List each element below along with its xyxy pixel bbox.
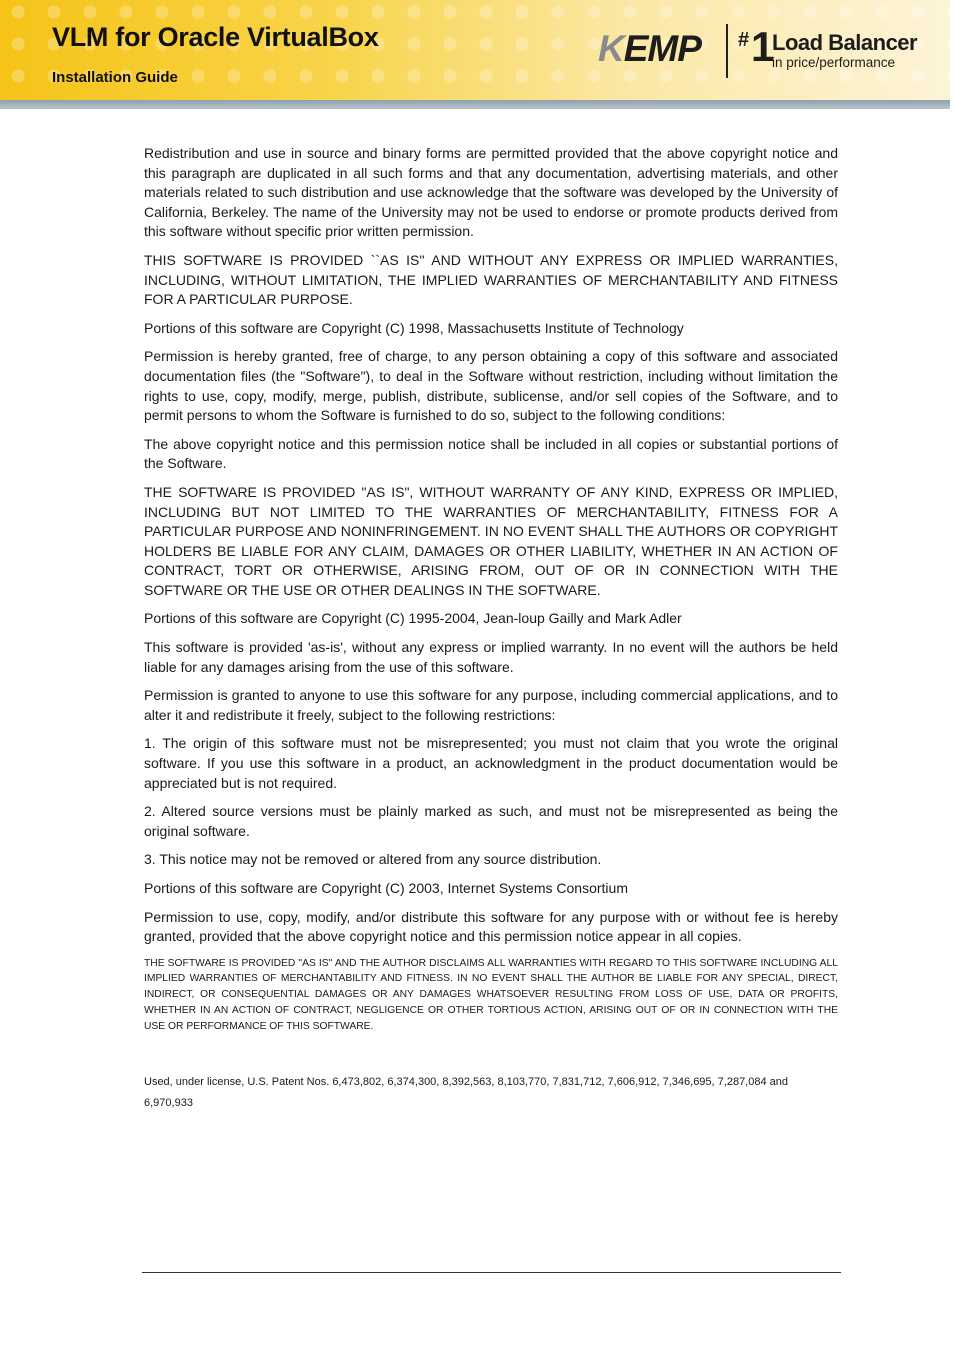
paragraph: Permission is granted to anyone to use this software for any purpose, including commercial applications, and to alter it and redistribute it freely, subject to the following restrictions:	[144, 687, 838, 723]
kemp-logo-rest: EMP	[623, 28, 701, 69]
disclaimer-paragraph: THE SOFTWARE IS PROVIDED "AS IS" AND THE AUTHOR DISCLAIMS ALL WARRANTIES WITH REGARD TO THIS SOFTWARE INCLUDING ALL IMPLIED WARRANTIES OF MERCHANTABILITY AND FITNESS. IN NO EVENT SHALL THE AUTHOR BE LIABLE FOR ANY SPECIAL, DIRECT, INDIRECT, OR CONSEQUENTIAL DAMAGES OR ANY DAMAGES WHATSOEVER RESULTING FROM LOSS OF USE, DATA OR PROFITS, WHETHER IN AN ACTION OF CONTRACT, NEGLIGENCE OR OTHER TORTIOUS ACTION, ARISING OUT OF OR IN CONNECTION WITH THE USE OR PERFORMANCE OF THIS SOFTWARE.	[144, 957, 838, 1032]
license-text	[144, 144, 838, 1123]
document-subtitle: Installation Guide	[52, 69, 178, 86]
paragraph: Permission is hereby granted, free of charge, to any person obtaining a copy of this software and associated documentation files (the "Software"), to deal in the Software without restriction, including without limitation the rights to use, copy, modify, merge, publish, distribute, sublicense, and/or sell copies of the Software, and to permit persons to whom the Software is furnished to do so, subject to the following conditions:	[144, 348, 838, 424]
paragraph: THIS SOFTWARE IS PROVIDED ``AS IS'' AND WITHOUT ANY EXPRESS OR IMPLIED WARRANTIES, INCLUDING, WITHOUT LIMITATION, THE IMPLIED WARRANTIES OF MERCHANTABILITY AND FITNESS FOR A PARTICULAR PURPOSE.	[144, 251, 838, 308]
paragraph: This software is provided 'as-is', without any express or implied warranty. In no event will the authors be held liable for any damages arising from the use of this software.	[144, 639, 838, 675]
footer-rule	[142, 1272, 841, 1273]
logo-number-one: 1	[751, 23, 775, 70]
page-header	[0, 0, 950, 100]
document-title: VLM for Oracle VirtualBox	[52, 22, 379, 52]
paragraph: The above copyright notice and this permission notice shall be included in all copies or substantial portions of the Software.	[144, 435, 838, 472]
paragraph: Portions of this software are Copyright (C) 2003, Internet Systems Consortium	[144, 880, 628, 896]
paragraph: THE SOFTWARE IS PROVIDED "AS IS", WITHOUT WARRANTY OF ANY KIND, EXPRESS OR IMPLIED, INCLUDING BUT NOT LIMITED TO THE WARRANTIES OF MERCHANTABILITY, FITNESS FOR A PARTICULAR PURPOSE AND NONINFRINGEMENT. IN NO EVENT SHALL THE AUTHORS OR COPYRIGHT HOLDERS BE LIABLE FOR ANY CLAIM, DAMAGES OR OTHER LIABILITY, WHETHER IN AN ACTION OF CONTRACT, TORT OR OTHERWISE, ARISING FROM, OUT OF OR IN CONNECTION WITH THE SOFTWARE OR THE USE OR OTHER DEALINGS IN THE SOFTWARE.	[144, 483, 838, 598]
kemp-logo-k: K	[598, 28, 624, 69]
paragraph: 2. Altered source versions must be plainly marked as such, and must not be misrepresented as being the original software.	[144, 803, 838, 839]
patent-notice: Used, under license, U.S. Patent Nos. 6,473,802, 6,374,300, 8,392,563, 8,103,770, 7,831,712, 7,606,912, 7,346,695, 7,287,084 and 6,970,933	[144, 1076, 788, 1110]
paragraph: 1. The origin of this software must not be misrepresented; you must not claim that you wrote the original software. If you use this software in a product, an acknowledgment in the product documentation would be appreciated but is not required.	[144, 735, 838, 791]
logo-divider	[726, 24, 728, 78]
logo-tagline: in price/performance	[772, 55, 896, 70]
paragraph: Portions of this software are Copyright (C) 1998, Massachusetts Institute of Technology	[144, 319, 684, 336]
header-band	[0, 100, 950, 109]
paragraph: 3. This notice may not be removed or altered from any source distribution.	[144, 851, 602, 868]
kemp-logo	[598, 30, 701, 67]
logo-hash: #	[738, 29, 750, 51]
paragraph: Portions of this software are Copyright (C) 1995-2004, Jean-loup Gailly and Mark Adler	[144, 610, 682, 627]
paragraph: Redistribution and use in source and binary forms are permitted provided that the above copyright notice and this paragraph are duplicated in all such forms and that any documentation, advertising materials, and other materials related to such distribution and use acknowledge that the software was developed by the University of California, Berkeley. The name of the University may not be used to endorse or promote products derived from this software without specific prior written permission.	[144, 145, 838, 240]
logo-product-name: Load Balancer	[772, 30, 918, 55]
paragraph: Permission to use, copy, modify, and/or distribute this software for any purpose with or without fee is hereby granted, provided that the above copyright notice and this permission notice appear in all copies.	[144, 908, 838, 945]
